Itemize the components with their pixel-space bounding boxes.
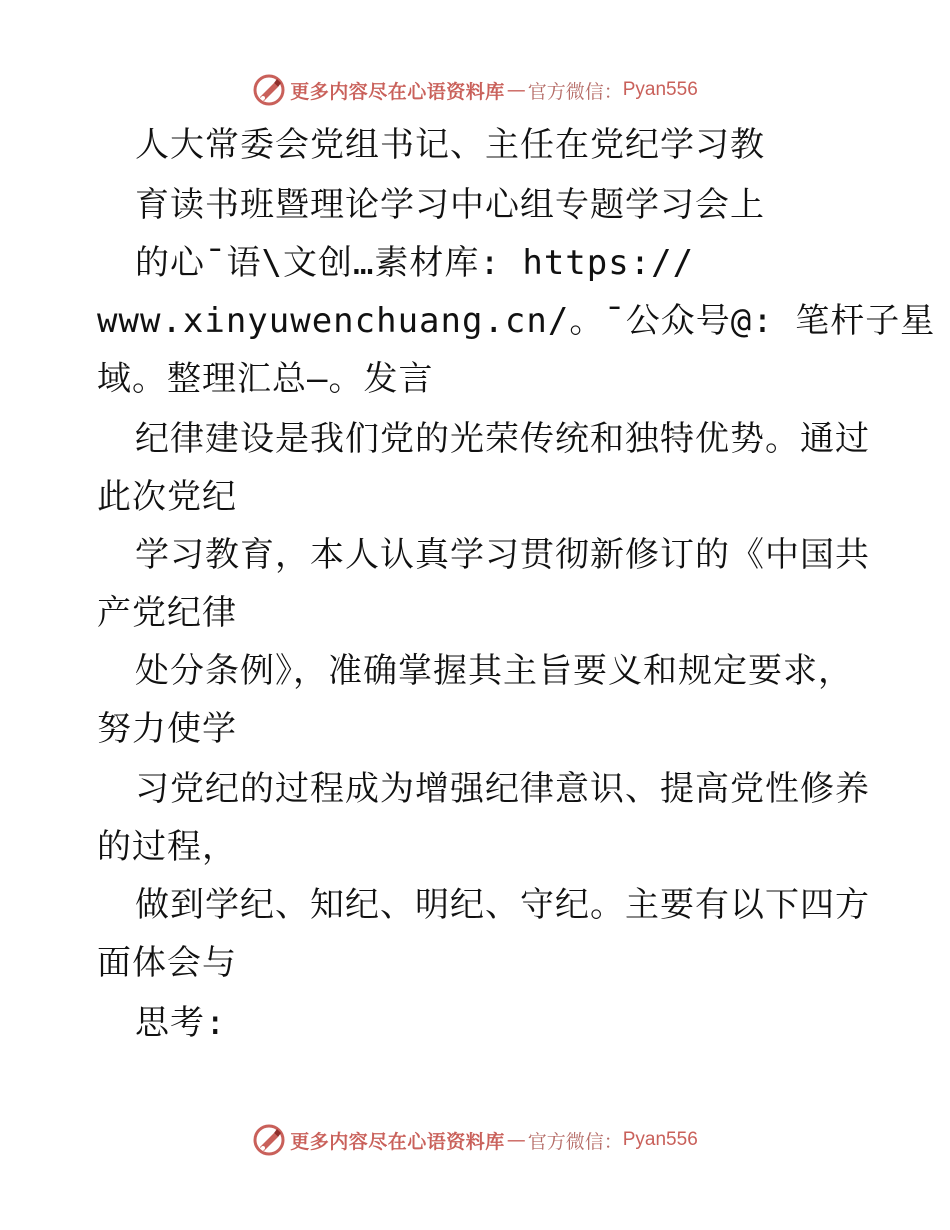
doc-line: 处分条例》，准确掌握其主旨要义和规定要求， <box>135 651 853 691</box>
footer-banner-dash: — <box>506 1129 526 1151</box>
doc-line: 此次党纪 <box>97 477 237 517</box>
footer-banner-text: 更多内容尽在心语资料库 <box>290 1130 505 1153</box>
pen-logo-icon <box>252 1123 286 1157</box>
pen-logo-icon <box>252 73 286 107</box>
doc-line: 产党纪律 <box>97 593 237 633</box>
header-official-label: 官方微信： <box>527 80 623 103</box>
footer-wechat-id: Pyan556 <box>622 1129 698 1150</box>
doc-line: 域。整理汇总—。发言 <box>97 359 434 399</box>
header-banner <box>0 70 950 110</box>
doc-line: 学习教育，本人认真学习贯彻新修订的《中国共 <box>135 535 870 575</box>
doc-line: www.xinyuwenchuang.cn/。¯公众号@: 笔杆子星 <box>97 301 936 341</box>
doc-line: 努力使学 <box>97 709 237 749</box>
doc-line: 纪律建设是我们党的光荣传统和独特优势。通过 <box>135 419 870 459</box>
footer-official-label: 官方微信： <box>527 1130 623 1153</box>
footer-banner <box>0 1120 950 1160</box>
doc-line: 的心¯语\文创…素材库: https:// <box>135 243 695 283</box>
header-banner-dash: — <box>506 79 526 101</box>
doc-line: 做到学纪、知纪、明纪、守纪。主要有以下四方 <box>135 885 870 925</box>
header-banner-text: 更多内容尽在心语资料库 <box>290 80 505 103</box>
doc-line: 育读书班暨理论学习中心组专题学习会上 <box>135 185 765 225</box>
header-wechat-id: Pyan556 <box>622 79 698 100</box>
doc-line: 的过程， <box>97 827 237 867</box>
doc-line: 面体会与 <box>97 943 237 983</box>
doc-line: 习党纪的过程成为增强纪律意识、提高党性修养 <box>135 769 870 809</box>
doc-line: 人大常委会党组书记、主任在党纪学习教 <box>135 125 765 165</box>
doc-line: 思考: <box>135 1003 227 1043</box>
